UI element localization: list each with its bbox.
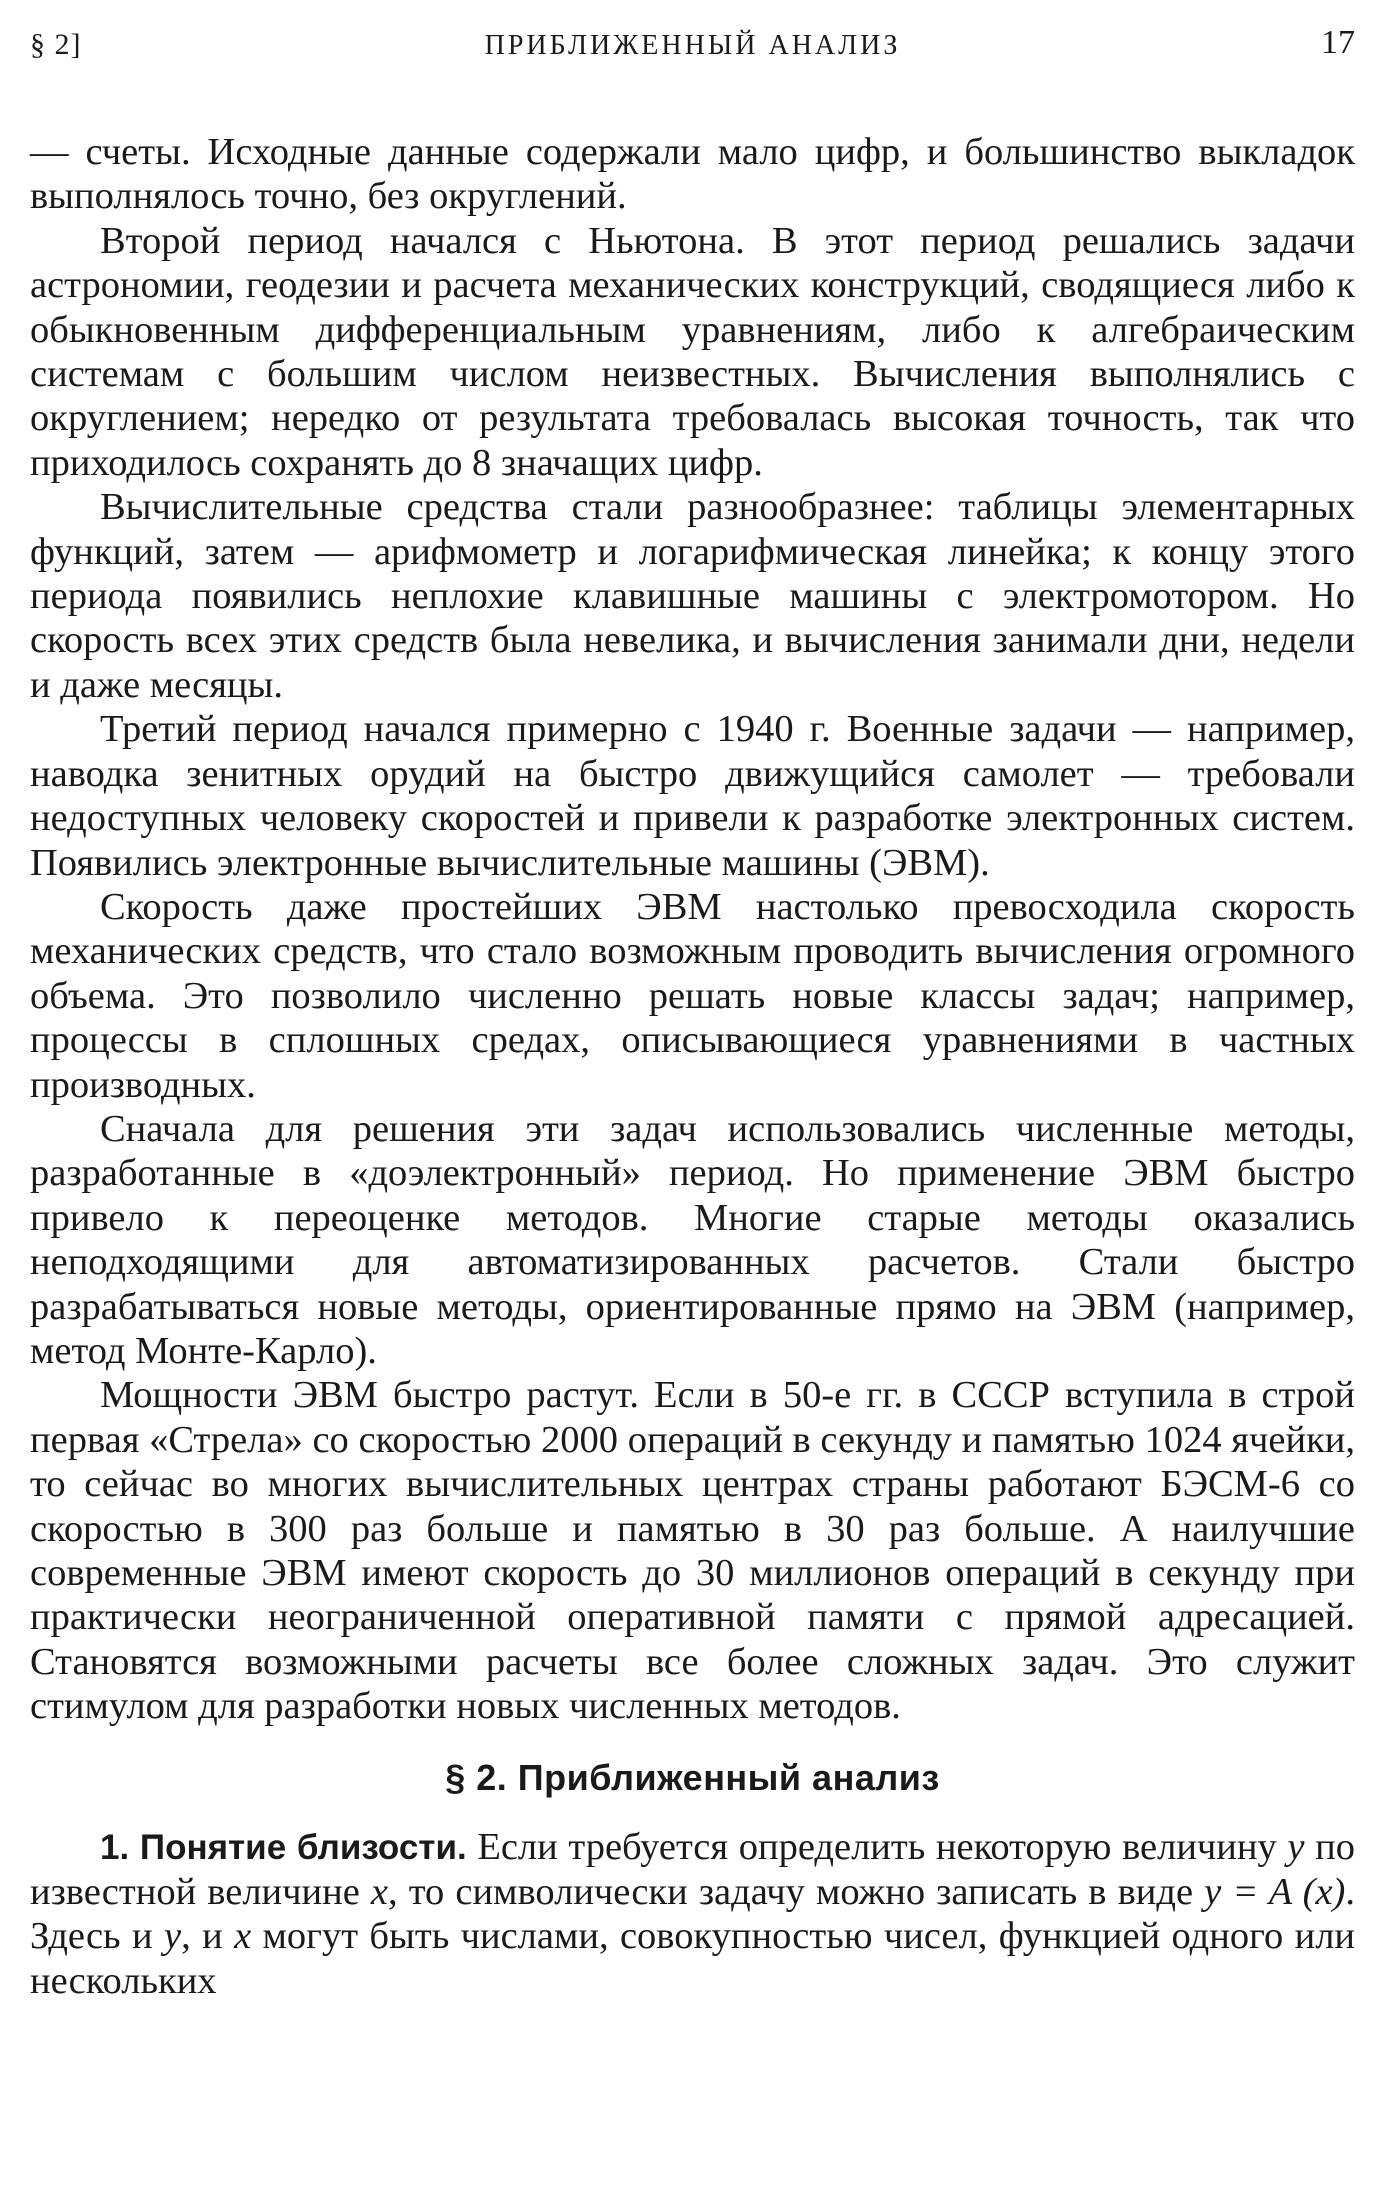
paragraph-tools: Вычислительные средства стали разнообразнее: таблицы элементарных функций, затем — арифмометр и логарифмическая линейка; к концу этого периода появились неплохие клавишные машины с электромотором. Но скорость всех этих средств была невелика, и вычисления занимали дни, недели и даже месяцы.: [30, 486, 1355, 706]
math-variable: y: [163, 1915, 182, 1958]
paragraph-third-period: Третий период начался примерно с 1940 г. Военные задачи — например, наводка зенитных орудий на быстро движущийся самолет — требовали недоступных человеку скоростей и привели к разработке электронных систем. Появились электронные вычислительные машины (ЭВМ).: [30, 708, 1355, 884]
math-variable: x: [234, 1915, 252, 1958]
formula: y = A (x): [1204, 1871, 1346, 1914]
text-fragment: по известной величине: [30, 1825, 1355, 1914]
text-fragment: . Здесь и: [30, 1871, 1355, 1958]
paragraph-computer-speed: Скорость даже простейших ЭВМ настолько превосходила скорость механических средств, что стало возможным проводить вычисления огромного объема. Это позволило численно решать новые классы задач; например, процессы в сплошных средах, описывающиеся уравнениями в частных производных.: [30, 885, 1355, 1106]
text-fragment: Если требуется определить некоторую величину: [466, 1825, 1288, 1868]
paragraph-continued: — счеты. Исходные данные содержали мало цифр, и большинство выкладок выполнялось точно, без округлений.: [30, 131, 1355, 218]
running-title: ПРИБЛИЖЕННЫЙ АНАЛИЗ: [484, 30, 901, 61]
text-fragment: могут быть числами, совокупностью чисел, функцией одного или нескольких: [30, 1915, 1356, 2002]
paragraph-methods: Сначала для решения эти задач использовались численные методы, разработанные в «доэлектронный» период. Но применение ЭВМ быстро привело к переоценке методов. Многие старые методы оказались неподходящими для автоматизированных расчетов. Стали быстро разрабатываться новые методы, ориентированные прямо на ЭВМ (например, метод Монте-Карло).: [30, 1107, 1355, 1372]
math-variable: x: [370, 1871, 388, 1914]
book-page: [30, 24, 1355, 2003]
text-fragment: , то символически задачу можно записать в виде: [388, 1871, 1205, 1914]
body-text: [30, 130, 1355, 2003]
section-mark: § 2]: [30, 28, 82, 61]
page-number: 17: [1321, 24, 1355, 61]
paragraph-computer-power: Мощности ЭВМ быстро растут. Если в 50-е гг. в СССР вступила в строй первая «Стрела» со скоростью 2000 операций в секунду и памятью 1024 ячейки, то сейчас во многих вычислительных центрах страны работают БЭСМ-6 со скоростью в 300 раз больше и памятью в 30 раз больше. А наилучшие современные ЭВМ имеют скорость до 30 миллионов операций в секунду при практически неограниченной оперативной памяти с прямой адресацией. Становятся возможными расчеты все более сложных задач. Это служит стимулом для разработки новых численных методов.: [30, 1374, 1355, 1728]
math-variable: y: [1287, 1825, 1305, 1868]
paragraph-closeness: [30, 1825, 1355, 2004]
text-fragment: , и: [181, 1915, 235, 1958]
subheading-closeness: 1. Понятие близости.: [100, 1827, 467, 1867]
section-heading: § 2. Приближенный анализ: [445, 1756, 940, 1798]
paragraph-second-period: Второй период начался с Ньютона. В этот период решались задачи астрономии, геодезии и расчета механических конструкций, сводящиеся либо к обыкновенным дифференциальным уравнениям, либо к алгебраическим системам с большим числом неизвестных. Вычисления выполнялись с округлением; нередко от результата требовалась высокая точность, так что приходилось сохранять до 8 значащих цифр.: [30, 219, 1355, 484]
running-head: [30, 24, 1355, 80]
